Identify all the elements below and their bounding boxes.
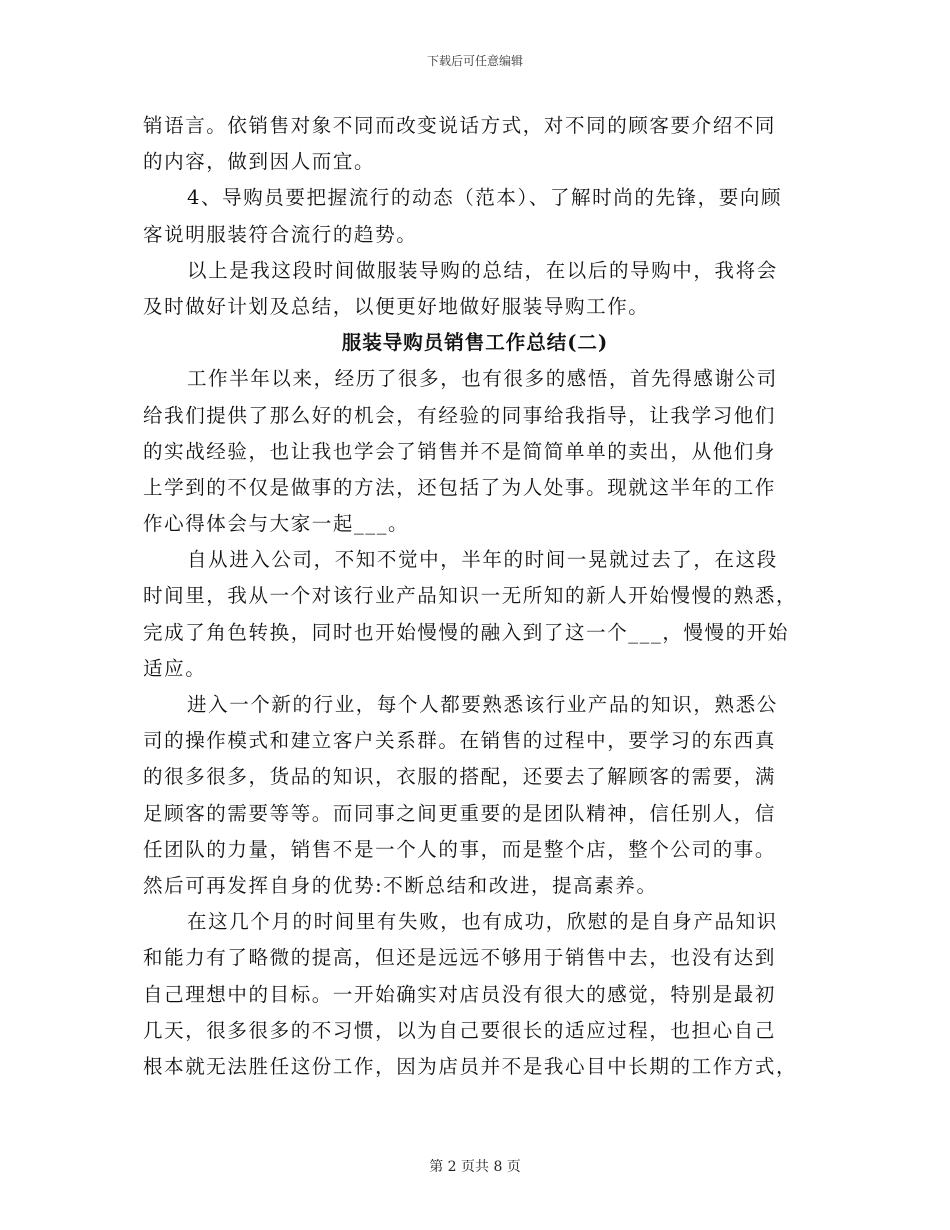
paragraph-start: 自从进入公司，不知不觉中，半年的时间一晃就过去了，在这段: [187, 548, 778, 572]
text-line: 的内容，做到因人而宜。: [143, 150, 376, 174]
text-line: 几天，很多很多的不习惯，以为自己要很长的适应过程，也担心自己: [143, 1018, 777, 1042]
text-line: 销语言。依销售对象不同而改变说话方式，对不同的顾客要介绍不同: [143, 114, 777, 137]
text-line: 给我们提供了那么好的机会，有经验的同事给我指导，让我学习他们: [143, 403, 777, 427]
text-line: 足顾客的需要等等。而同事之间更重要的是团队精神，信任别人，信: [143, 801, 777, 825]
paragraph-start: 工作半年以来，经历了很多，也有很多的感悟，首先得感谢公司: [187, 367, 778, 391]
page-header: 下载后可任意编辑: [426, 54, 523, 68]
page-number-footer: 第 2 页共 8 页: [429, 1159, 521, 1175]
text-line: 任团队的力量，销售不是一个人的事，而是整个店，整个公司的事。: [143, 837, 777, 861]
paragraph-start: 在这几个月的时间里有失败，也有成功，欣慰的是自身产品知识: [187, 910, 778, 934]
text-line: 作心得体会与大家一起___。: [143, 512, 410, 536]
text-line: 司的操作模式和建立客户关系群。在销售的过程中，要学习的东西真: [143, 729, 777, 753]
text-line: 完成了角色转换，同时也开始慢慢的融入到了这一个___，慢慢的开始: [143, 620, 789, 644]
paragraph-start: 进入一个新的行业，每个人都要熟悉该行业产品的知识，熟悉公: [187, 693, 778, 716]
document-body: [143, 108, 807, 1085]
text-line: 及时做好计划及总结，以便更好地做好服装导购工作。: [143, 294, 650, 318]
text-line: 和能力有了略微的提高，但还是远远不够用于销售中去，也没有达到: [143, 946, 777, 970]
text-line: 的很多很多，货品的知识，衣服的搭配，还要去了解顾客的需要，满: [143, 765, 777, 789]
paragraph-start: 以上是我这段时间做服装导购的总结，在以后的导购中，我将会: [187, 258, 778, 282]
text-line: 然后可再发挥自身的优势:不断总结和改进，提高素养。: [143, 873, 658, 897]
text-line: 时间里，我从一个对该行业产品知识一无所知的新人开始慢慢的熟悉，: [143, 584, 798, 608]
text-line: 适应。: [143, 656, 207, 680]
text-line: 客说明服装符合流行的趋势。: [143, 222, 418, 246]
text-line: 根本就无法胜任这份工作，因为店员并不是我心目中长期的工作方式，: [143, 1054, 798, 1078]
text-line: 的实战经验，也让我也学会了销售并不是简简单单的卖出，从他们身: [143, 439, 777, 463]
text-line: 上学到的不仅是做事的方法，还包括了为人处事。现就这半年的工作: [143, 475, 777, 499]
text-line: 自己理想中的目标。一开始确实对店员没有很大的感觉，特别是最初: [143, 982, 777, 1006]
section-title: 服装导购员销售工作总结(二): [341, 331, 609, 355]
paragraph-start: 4、导购员要把握流行的动态（范本）、了解时尚的先锋，要向顾: [187, 186, 783, 210]
